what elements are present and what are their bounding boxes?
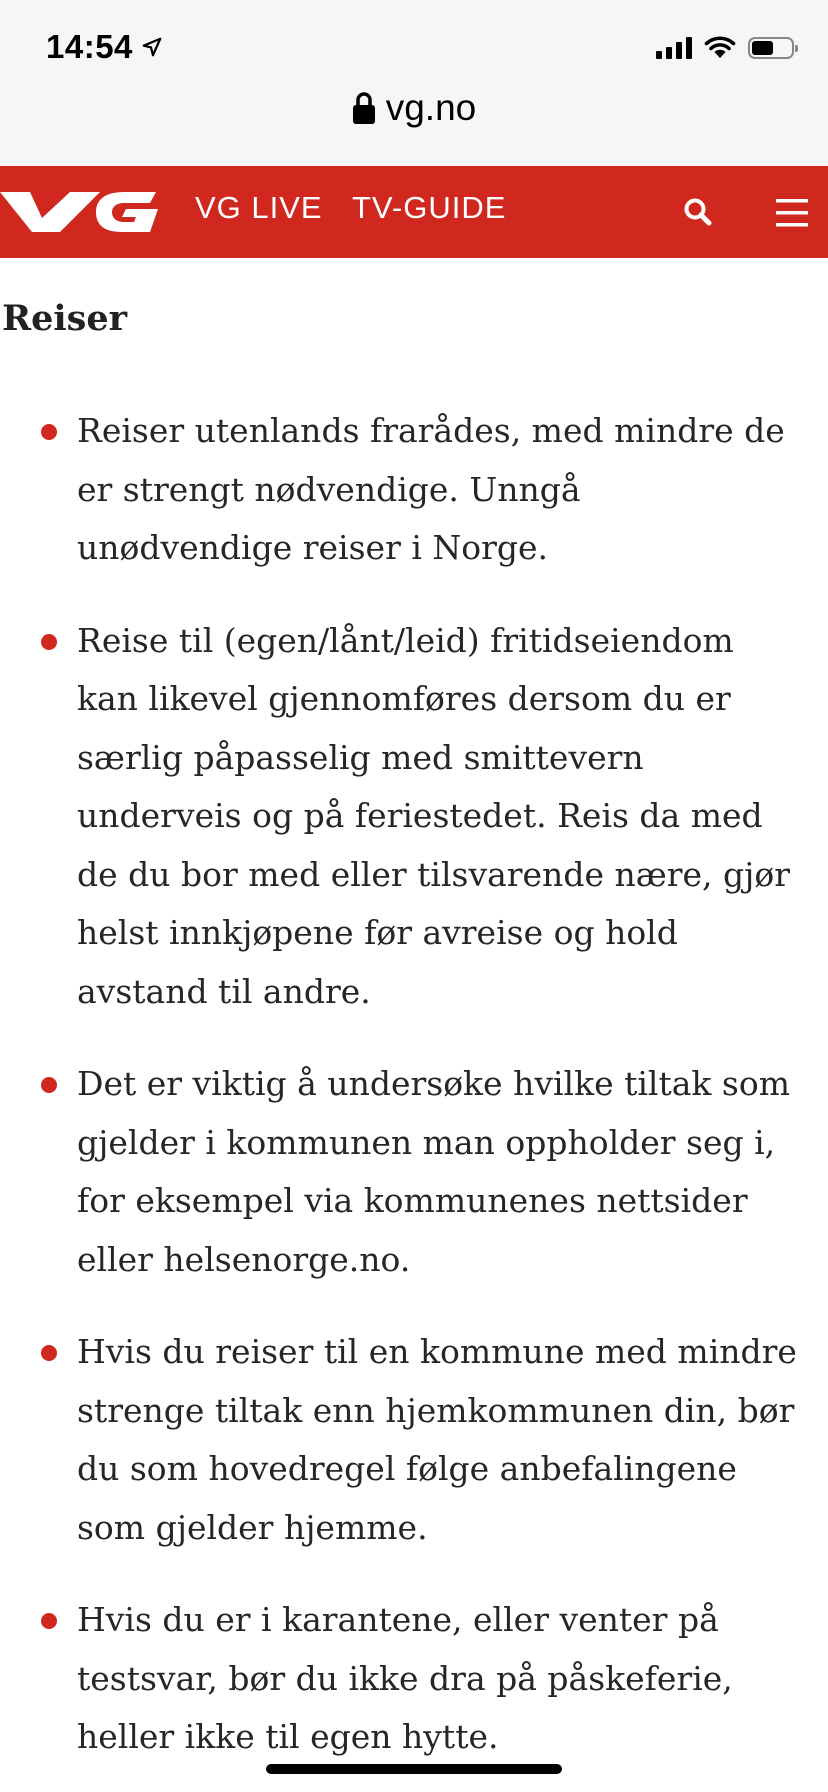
bullet-dot <box>41 424 57 440</box>
bullet-dot <box>41 1613 57 1629</box>
list-item <box>0 1591 828 1767</box>
location-arrow-icon <box>141 36 163 58</box>
home-indicator[interactable] <box>266 1764 562 1774</box>
bullet-dot <box>41 634 57 650</box>
bullet-dot <box>41 1077 57 1093</box>
list-item <box>0 402 828 578</box>
bullet-dot <box>41 1345 57 1361</box>
bullet-text: Hvis du er i karantene, eller venter på testsvar, bør du ikke dra på påskeferie, heller ikke til egen hytte. <box>77 1600 733 1756</box>
section-heading: Reiser <box>2 298 128 339</box>
signal-icon <box>656 37 692 59</box>
bullet-list <box>0 402 828 1792</box>
status-icons <box>656 36 794 60</box>
list-item <box>0 612 828 1022</box>
hamburger-menu-icon[interactable] <box>776 198 808 228</box>
bullet-text: Reiser utenlands frarådes, med mindre de er strengt nødvendige. Unngå unødvendige reiser i Norge. <box>77 411 785 567</box>
list-item <box>0 1323 828 1557</box>
bullet-text: Hvis du reiser til en kommune med mindre strenge tiltak enn hjemkommunen din, bør du som hovedregel følge anbefalingene som gjelder hjemme. <box>77 1332 797 1547</box>
nav-link-tv-guide[interactable]: TV-GUIDE <box>352 190 507 225</box>
battery-level <box>752 41 773 55</box>
bullet-text: Reise til (egen/lånt/leid) fritidseiendom kan likevel gjennomføres dersom du er særlig påpasselig med smittevern underveis og på feriestedet. Reis da med de du bor med eller tilsvarende nære, gjør helst innkjøpene før avreise og hold avstand til andre. <box>77 620 791 1011</box>
url-bar[interactable] <box>0 80 828 136</box>
bullet-text: Det er viktig å undersøke hvilke tiltak som gjelder i kommunen man oppholder seg i, for eksempel via kommunenes nettsider eller helsenorge.no. <box>77 1064 790 1279</box>
wifi-icon <box>704 36 736 60</box>
battery-icon <box>748 37 794 59</box>
url-text: vg.no <box>385 87 477 128</box>
status-time-text: 14:54 <box>46 28 133 65</box>
site-navbar <box>0 166 828 258</box>
search-icon[interactable] <box>682 196 714 228</box>
list-item <box>0 1055 828 1289</box>
browser-chrome <box>0 0 828 166</box>
nav-link-vg-live[interactable]: VG LIVE <box>195 190 323 225</box>
status-time <box>46 28 163 66</box>
lock-icon <box>352 91 376 125</box>
vg-logo[interactable] <box>0 190 160 234</box>
